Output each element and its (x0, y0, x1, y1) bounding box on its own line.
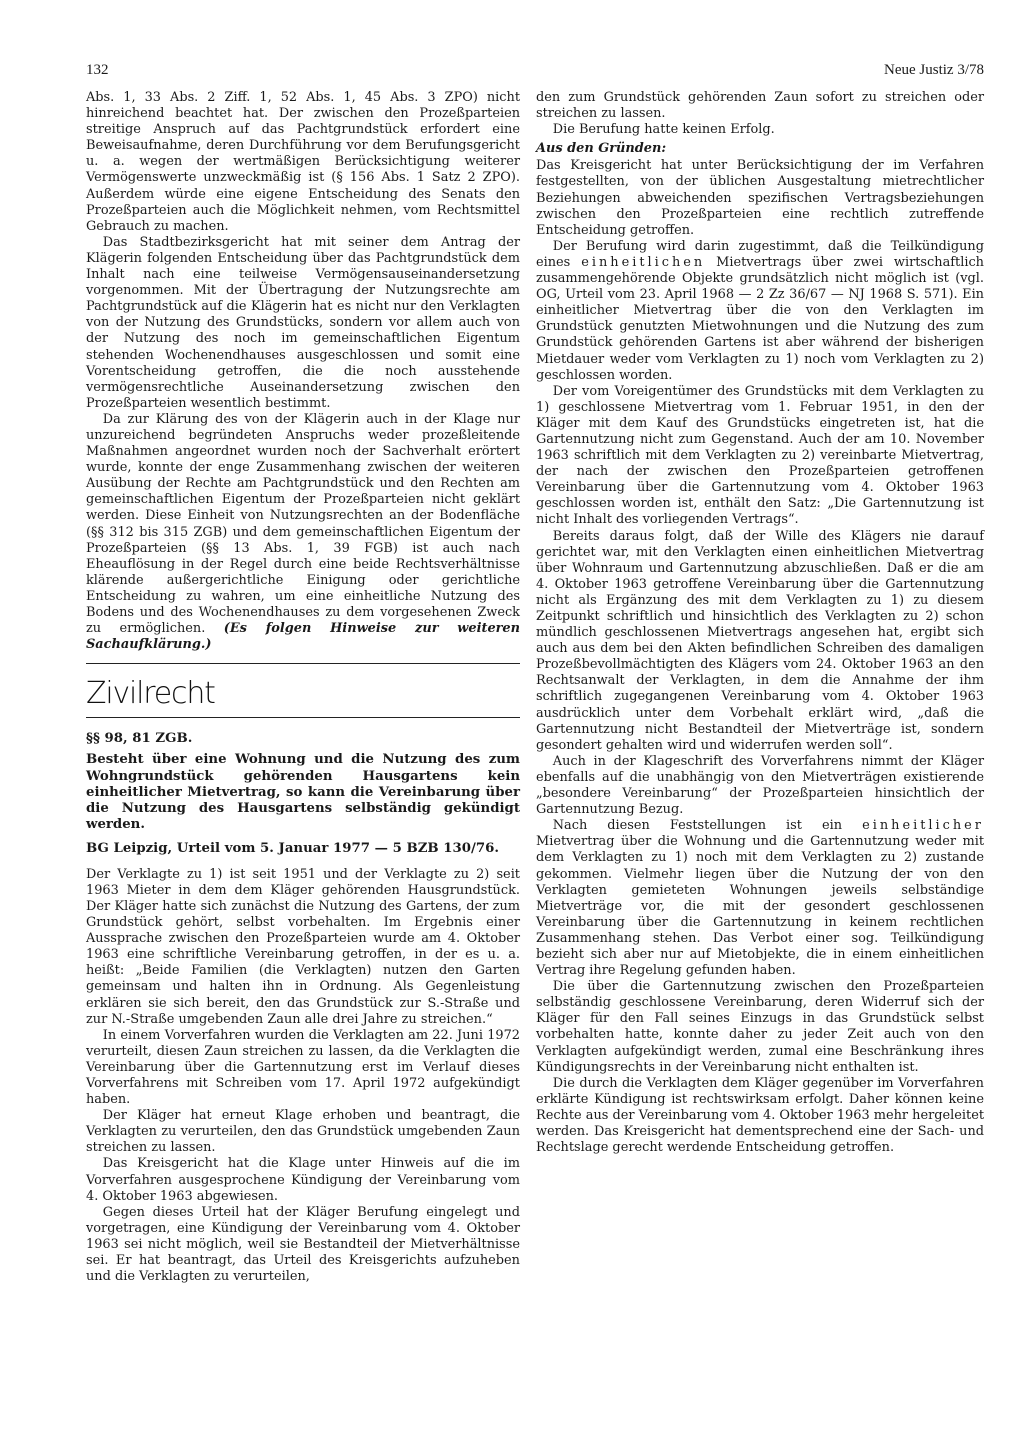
section-divider (86, 717, 520, 718)
paragraph: Die durch die Verklagten dem Kläger gegenüber im Vorverfahren erklärte Kündigung ist rechtswirksam erfolgt. Daher können keine Rechte aus der Vereinbarung vom 4. Oktober 1963 mehr hergeleitet werden. Das Kreisgericht hat dementsprechend eine der Sach- und Rechtslage gerecht werdende Entscheidung getroffen. (536, 1075, 984, 1156)
paragraph: Das Kreisgericht hat die Klage unter Hinweis auf die im Vorverfahren ausgesprochene Kündigung der Vereinbarung vom 4. Oktober 1963 abgewiesen. (86, 1156, 520, 1204)
emphasized-word: einheitlicher (862, 818, 984, 834)
reasons-heading: Aus den Gründen: (536, 141, 667, 157)
paragraph (536, 818, 984, 979)
journal-title: Neue Justiz 3/78 (884, 62, 984, 78)
left-column (86, 90, 520, 1285)
paragraph-text: Der Berufung wird darin zugestimmt, daß die Teilkündigung eines (536, 238, 984, 270)
paragraph: Die über die Gartennutzung zwischen den Prozeßparteien selbständig geschlossene Vereinbarung, deren Widerruf sich der Kläger für den Fall seines Einzugs in das Grundstück selbst vorbehalten hatte, konnte daher zu jeder Zeit auch von den Verklagten aufgekündigt werden, zumal eine Beschränkung ihres Kündigungsrechts in der Vereinbarung nicht enthalten ist. (536, 979, 984, 1075)
court-citation: BG Leipzig, Urteil vom 5. Januar 1977 — 5 BZB 130/76. (86, 840, 500, 856)
paragraph-text: Da zur Klärung des von der Klägerin auch in der Klage nur unzureichend begründeten Anspruchs weder prozeßleitende Maßnahmen angeordnet wurden noch der Sachverhalt erörtert wurde, konnte der enge Zusammenhang zwischen der weiteren Ausübung der Rechte am Pachtgrundstück und den Rechten am gemeinschaftlichen Eigentum der Prozeßparteien nicht geklärt werden. Diese Einheit von Nutzungsrechten an der Bodenfläche (§§ 312 bis 315 ZGB) und dem gemeinschaftlichen Eigentum der Prozeßparteien (§§ 13 Abs. 1, 39 FGB) ist auch nach Eheauflösung in der Regel durch eine beide Rechtsverhältnisse klärende außergerichtliche Einigung oder gerichtliche Entscheidung zu wahren, um eine einheitliche Nutzung des Bodens und des Wochenendhauses zu dem vorgesehenen Zweck zu ermöglichen. (86, 411, 520, 637)
page-header (86, 62, 984, 84)
headnote: Besteht über eine Wohnung und die Nutzung des zum Wohngrundstück gehörenden Hausgartens kein einheitlicher Mietvertrag, so kann die Vereinbarung über die Nutzung des Hausgartens selbständig gekündigt werden. (86, 752, 520, 833)
paragraph: Abs. 1, 33 Abs. 2 Ziff. 1, 52 Abs. 1, 45 Abs. 3 ZPO) nicht hinreichend beachtet hat. Der zwischen den Prozeßparteien streitige Anspruch auf das Pachtgrundstück erfordert eine Beweisaufnahme, deren Durchführung vor dem Berufungsgericht u. a. wegen der wertmäßigen Berücksichtigung weiterer Vermögenswerte unzweckmäßig ist (§ 156 Abs. 1 Satz 2 ZPO). Außerdem würde eine eigene Entscheidung des Senats den Prozeßparteien auch die Möglichkeit nehmen, vom Rechtsmittel Gebrauch zu machen. (86, 90, 520, 234)
right-column (536, 90, 984, 1156)
paragraph: Das Kreisgericht hat unter Berücksichtigung der im Verfahren festgestellten, von der üblichen Ausgestaltung mietrechtlicher Beziehungen abweichenden spezifischen Vertragsbeziehungen zwischen den Prozeßparteien eine rechtlich zutreffende Entscheidung getroffen. (536, 158, 984, 238)
paragraph: Gegen dieses Urteil hat der Kläger Berufung eingelegt und vorgetragen, eine Kündigung der Vereinbarung vom 4. Oktober 1963 sei nicht möglich, weil sie Bestandteil der Mietverhältnisse sei. Er hat beantragt, das Urteil des Kreisgerichts aufzuheben und die Verklagten zu verurteilen, (86, 1204, 520, 1285)
paragraph: Das Stadtbezirksgericht hat mit seiner dem Antrag der Klägerin folgenden Entscheidung über das Pachtgrundstück dem Inhalt nach eine teilweise Vermögensauseinandersetzung vorgenommen. Mit der Übertragung der Nutzungsrechte am Pachtgrundstück auf die Klägerin hat es nicht nur den Verklagten von der Nutzung des Grundstücks, sondern vor allem auch von der Nutzung des noch im gemeinschaftlichen Eigentum stehenden Wochenendhauses ausgeschlossen und somit eine Vorentscheidung getroffen, die die noch ausstehende vermögensrechtliche Auseinandersetzung zwischen den Prozeßparteien wesentlich bestimmt. (86, 234, 520, 411)
paragraph-text: Mietvertrags über zwei wirtschaftlich zusammengehörende Objekte grundsätzlich nicht möglich ist (vgl. OG, Urteil vom 23. April 1968 — 2 Zz 36/67 — NJ 1968 S. 571). Ein einheitlicher Mietvertrag über die von den Verklagten im Grundstück genutzten Mietwohnungen und die Nutzung des zum Grundstück gehörenden Gartens ist aber während der bisherigen Mietdauer weder vom Verklagten zu 1) noch vom Verklagten zu 2) geschlossen worden. (536, 254, 984, 383)
paragraph: den zum Grundstück gehörenden Zaun sofort zu streichen oder streichen zu lassen. (536, 90, 984, 122)
paragraph: Auch in der Klageschrift des Vorverfahrens nimmt der Kläger ebenfalls auf die unabhängig von den Mietverträgen existierende „besondere Vereinbarung“ der Prozeßparteien hinsichtlich der Gartennutzung Bezug. (536, 753, 984, 818)
paragraph (536, 239, 984, 384)
paragraph: Bereits daraus folgt, daß der Wille des Klägers nie darauf gerichtet war, mit den Verklagten einen einheitlichen Mietvertrag über Wohnraum und Gartennutzung abzuschließen. Daß er die am 4. Oktober 1963 getroffene Vereinbarung über die Gartennutzung nicht als Ergänzung des mit dem Verklagten zu 1) zu diesem Zeitpunkt schriftlich und hinsichtlich des Verklagten zu 2) schon mündlich geschlossenen Mietvertrags angesehen hat, ergibt sich auch aus dem bei den Akten befindlichen Schreiben des damaligen Prozeßbevollmächtigten des Klägers vom 24. Oktober 1963 an den Rechtsanwalt der Verklagten, in dem die Annahme der ihm schriftlich zugegangenen Vereinbarung vom 4. Oktober 1963 ausdrücklich unter dem Vorbehalt erklärt wird, „daß die Gartennutzung nicht Bestandteil der Mietverträge ist, sondern gesondert gehalten wird und widerrufen werden soll“. (536, 528, 984, 753)
paragraph-text: Nach diesen Feststellungen ist ein (552, 818, 843, 834)
paragraph: In einem Vorverfahren wurden die Verklagten am 22. Juni 1972 verurteilt, diesen Zaun streichen zu lassen, da die Verklagten die Vereinbarung über die Gartennutzung erst im Verlauf dieses Vorverfahrens mit Schreiben vom 17. April 1972 aufgekündigt haben. (86, 1027, 520, 1108)
paragraph: Der Kläger hat erneut Klage erhoben und beantragt, die Verklagten zu verurteilen, den das Grundstück umgebenden Zaun streichen zu lassen. (86, 1108, 520, 1156)
paragraph: Die Berufung hatte keinen Erfolg. (552, 122, 775, 138)
emphasized-word: einheitlichen (581, 254, 706, 270)
paragraph (86, 412, 520, 653)
paragraph-text: Mietvertrag über die Wohnung und die Gartennutzung weder mit dem Verklagten zu 1) noch mit dem Verklagten zu 2) zustande gekommen. Vielmehr liegen über die Nutzung der von den Verklagten gemieteten Wohnungen jeweils selbständige Mietverträge vor, die mit der gesondert geschlossenen Vereinbarung über die Gartennutzung in keinem rechtlichen Zusammenhang stehen. Das Verbot einer sog. Teilkündigung bezieht sich aber nur auf Mietobjekte, die in einem einheitlichen Vertrag ihre Regelung gefunden haben. (536, 834, 984, 979)
paragraph: Der Verklagte zu 1) ist seit 1951 und der Verklagte zu 2) seit 1963 Mieter in dem dem Kläger gehörenden Hausgrundstück. Der Kläger hatte sich zunächst die Nutzung des Gartens, der zum Grundstück gehört, selbst vorbehalten. Im Ergebnis einer Aussprache zwischen den Prozeßparteien wurde am 4. Oktober 1963 eine schriftliche Vereinbarung getroffen, in der es u. a. heißt: „Beide Familien (die Verklagten) nutzen den Garten gemeinsam und halten ihn in Ordnung. Als Gegenleistung erklären sie sich bereit, den das Grundstück zur S.-Straße und zur N.-Straße umgebenden Zaun alle drei Jahre zu streichen.“ (86, 866, 520, 1027)
page-number: 132 (86, 62, 109, 78)
law-reference: §§ 98, 81 ZGB. (86, 731, 193, 747)
section-divider (86, 663, 520, 664)
editorial-note: (Es folgen Hinweise zur weiteren Sachaufklärung.) (86, 621, 521, 653)
section-title: Zivilrecht (86, 676, 215, 712)
paragraph: Der vom Voreigentümer des Grundstücks mit dem Verklagten zu 1) geschlossene Mietvertrag vom 1. Februar 1951, in den der Kläger mit dem Kauf des Grundstücks eingetreten ist, hat die Gartennutzung nicht zum Gegenstand. Auch der am 10. November 1963 schriftlich mit dem Verklagten zu 2) vereinbarte Mietvertrag, der nach der zwischen den Prozeßparteien getroffenen Vereinbarung über die Gartennutzung vom 4. Oktober 1963 geschlossen worden ist, enthält den Satz: „Die Gartennutzung ist nicht Inhalt des vorliegenden Vertrags“. (536, 383, 984, 528)
